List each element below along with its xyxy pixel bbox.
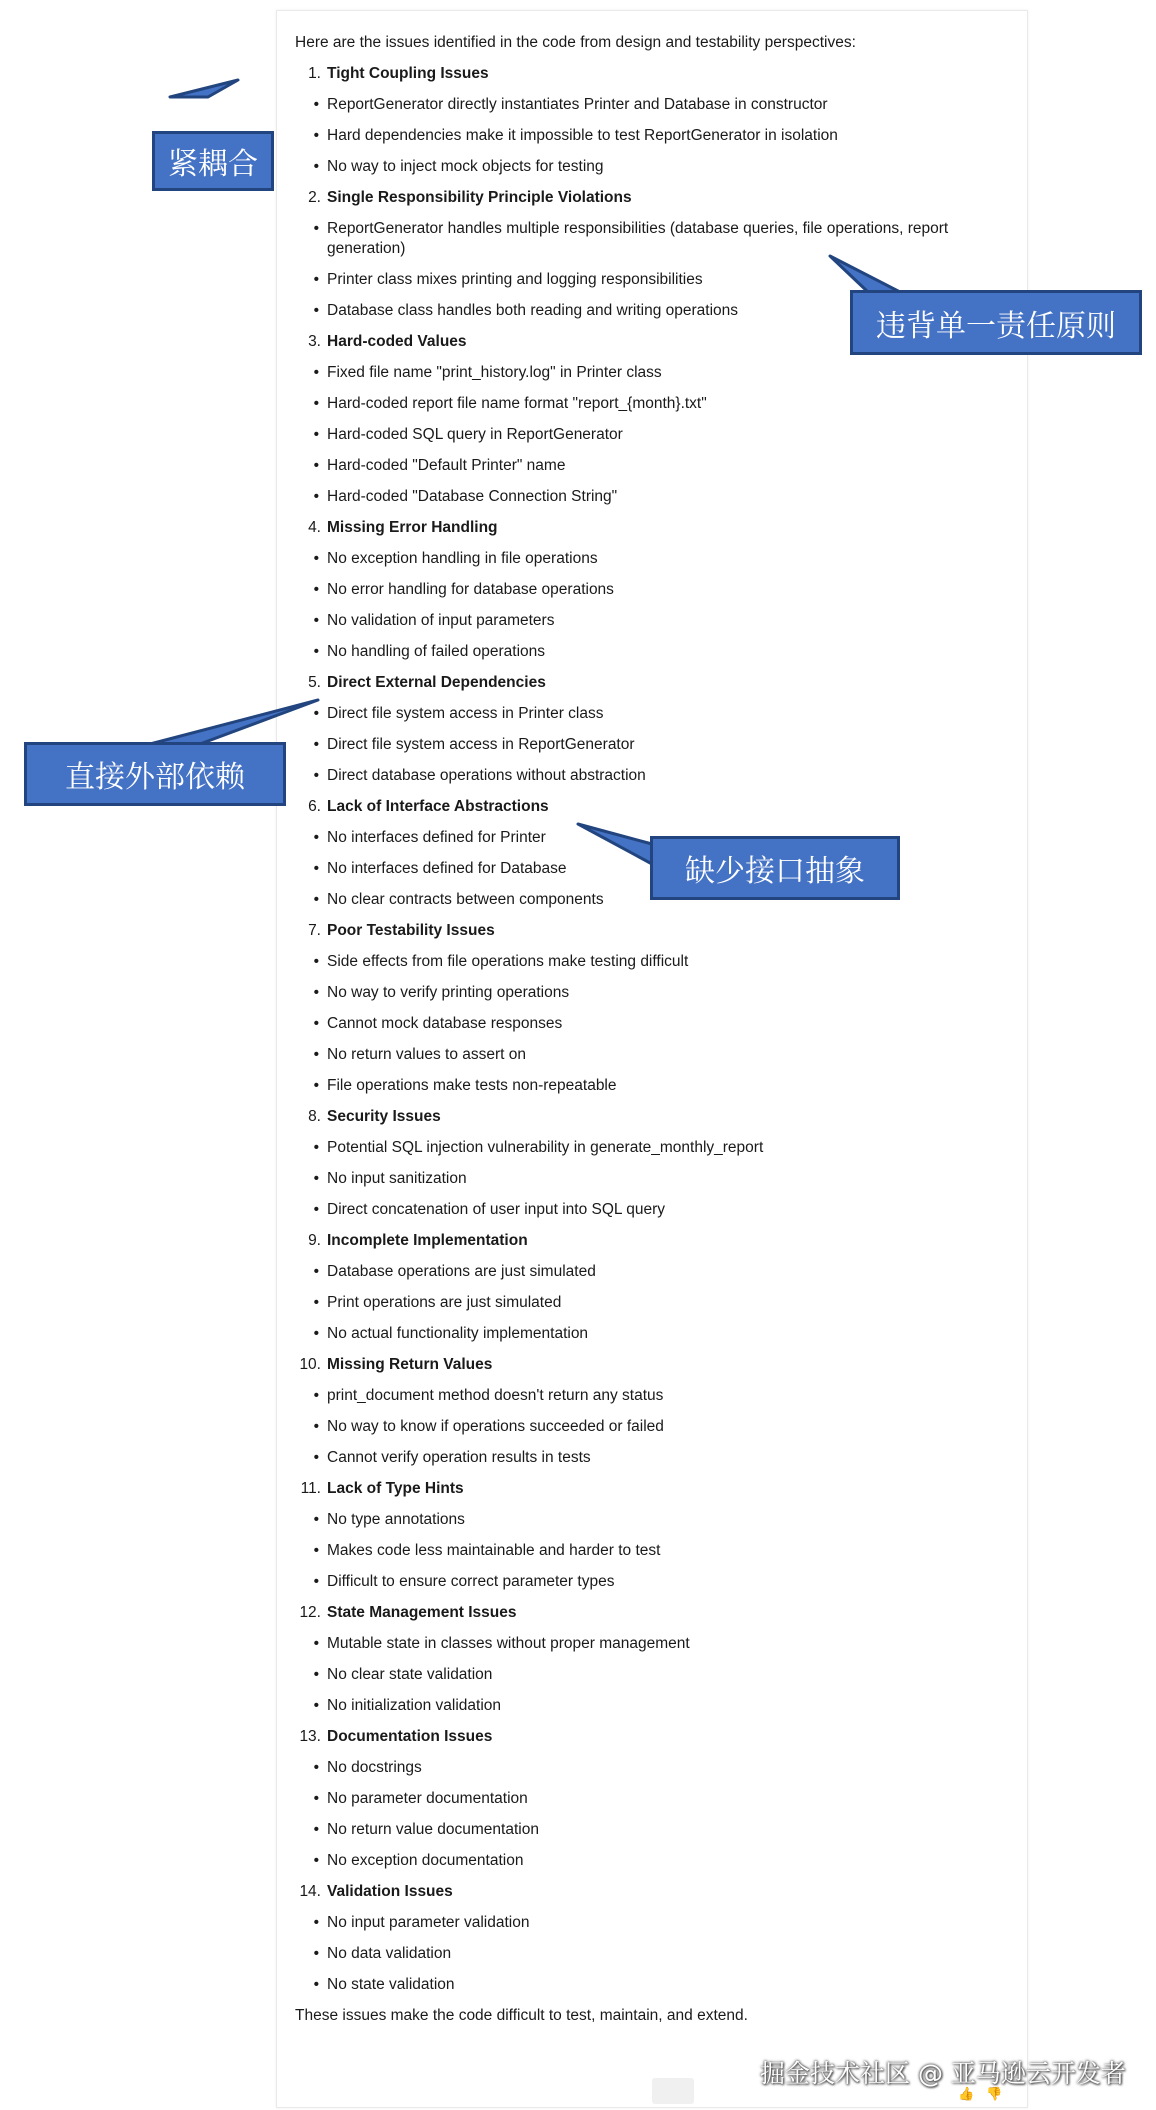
section-title: Lack of Interface Abstractions <box>327 798 549 815</box>
bullet-icon: • <box>313 395 319 412</box>
list-item <box>295 1262 995 1282</box>
list-item-text: No parameter documentation <box>327 1790 528 1807</box>
callout-label: 缺少接口抽象 <box>650 836 900 900</box>
section-heading <box>295 1727 995 1747</box>
bullet-icon: • <box>313 1263 319 1280</box>
bullet-icon: • <box>313 643 319 660</box>
section-title: Missing Error Handling <box>327 519 498 536</box>
bullet-icon: • <box>313 271 319 288</box>
section-title: Documentation Issues <box>327 1728 493 1745</box>
list-item <box>295 1138 995 1158</box>
list-item <box>295 1324 995 1344</box>
list-item-text: No way to verify printing operations <box>327 984 570 1001</box>
list-item <box>295 580 995 600</box>
list-item-text: No clear state validation <box>327 1666 493 1683</box>
section-number: 8. <box>308 1108 321 1125</box>
list-item-text: Print operations are just simulated <box>327 1294 562 1311</box>
bullet-icon: • <box>313 1821 319 1838</box>
bullet-list <box>295 1138 995 1220</box>
bullet-icon: • <box>313 426 319 443</box>
list-item <box>295 1975 995 1995</box>
bullet-list <box>295 1913 995 1995</box>
list-item-text: Fixed file name "print_history.log" in Printer class <box>327 364 662 381</box>
list-item-text: No error handling for database operations <box>327 581 614 598</box>
list-item <box>295 1851 995 1871</box>
list-item-text: Potential SQL injection vulnerability in generate_monthly_report <box>327 1139 764 1156</box>
list-item-text: File operations make tests non-repeatable <box>327 1077 617 1094</box>
section-title: Direct External Dependencies <box>327 674 546 691</box>
list-item-text: Printer class mixes printing and logging responsibilities <box>327 271 703 288</box>
list-item-text: ReportGenerator directly instantiates Printer and Database in constructor <box>327 96 828 113</box>
list-item <box>295 1045 995 1065</box>
bullet-icon: • <box>313 96 319 113</box>
list-item <box>295 1820 995 1840</box>
bullet-icon: • <box>313 1201 319 1218</box>
bullet-icon: • <box>313 1170 319 1187</box>
bullet-icon: • <box>313 1418 319 1435</box>
list-item-text: Database operations are just simulated <box>327 1263 596 1280</box>
list-item <box>295 642 995 662</box>
list-item-text: No interfaces defined for Database <box>327 860 567 877</box>
bullet-icon: • <box>313 953 319 970</box>
list-item <box>295 487 995 507</box>
section-heading <box>295 797 995 817</box>
callout-label: 直接外部依赖 <box>24 742 286 806</box>
section-number: 2. <box>308 189 321 206</box>
bullet-icon: • <box>313 127 319 144</box>
list-item <box>295 363 995 383</box>
bullet-list <box>295 704 995 786</box>
list-item-text: No exception handling in file operations <box>327 550 598 567</box>
section-heading <box>295 1603 995 1623</box>
list-item-text: Direct concatenation of user input into SQL query <box>327 1201 666 1218</box>
bullet-icon: • <box>313 1976 319 1993</box>
bullet-icon: • <box>313 488 319 505</box>
list-item <box>295 704 995 724</box>
section-heading <box>295 1107 995 1127</box>
bullet-icon: • <box>313 860 319 877</box>
section-heading <box>295 188 995 208</box>
callout-pointer <box>0 0 10 10</box>
list-item <box>295 425 995 445</box>
list-item <box>295 157 995 177</box>
list-item-text: No state validation <box>327 1976 455 1993</box>
section-heading <box>295 1882 995 1902</box>
section-number: 9. <box>308 1232 321 1249</box>
bullet-icon: • <box>313 1759 319 1776</box>
bullet-list <box>295 1634 995 1716</box>
list-item-text: print_document method doesn't return any status <box>327 1387 664 1404</box>
list-item-text: Makes code less maintainable and harder to test <box>327 1542 661 1559</box>
list-item-text: No validation of input parameters <box>327 612 555 629</box>
list-item-text: Hard dependencies make it impossible to test ReportGenerator in isolation <box>327 127 838 144</box>
section-number: 6. <box>308 798 321 815</box>
list-item <box>295 1169 995 1189</box>
list-item <box>295 1293 995 1313</box>
list-item <box>295 1913 995 1933</box>
section-number: 4. <box>308 519 321 536</box>
section-title: Validation Issues <box>327 1883 453 1900</box>
list-item-text: No way to know if operations succeeded or failed <box>327 1418 664 1435</box>
bullet-icon: • <box>313 1046 319 1063</box>
section-heading <box>295 64 995 84</box>
list-item <box>295 456 995 476</box>
bullet-list <box>295 95 995 177</box>
section-number: 5. <box>308 674 321 691</box>
list-item <box>295 549 995 569</box>
list-item-text: No type annotations <box>327 1511 465 1528</box>
list-item-text: Direct file system access in ReportGenerator <box>327 736 635 753</box>
list-item <box>295 1944 995 1964</box>
list-item <box>295 95 995 115</box>
bullet-list <box>295 952 995 1096</box>
list-item-text: No input sanitization <box>327 1170 467 1187</box>
bullet-icon: • <box>313 1511 319 1528</box>
bullet-icon: • <box>313 1635 319 1652</box>
section-number: 3. <box>308 333 321 350</box>
bullet-list <box>295 1510 995 1592</box>
list-item-text: Side effects from file operations make testing difficult <box>327 953 689 970</box>
list-item-text: No docstrings <box>327 1759 422 1776</box>
bullet-icon: • <box>313 1325 319 1342</box>
list-item-text: No actual functionality implementation <box>327 1325 589 1342</box>
bullet-icon: • <box>313 1666 319 1683</box>
list-item <box>295 1417 995 1437</box>
section-title: State Management Issues <box>327 1604 517 1621</box>
bullet-list <box>295 549 995 662</box>
thumbs-down-icon[interactable]: 👎 <box>986 2086 1003 2101</box>
list-item-text: No input parameter validation <box>327 1914 530 1931</box>
bullet-icon: • <box>313 1852 319 1869</box>
bullet-icon: • <box>313 829 319 846</box>
list-item-text: Difficult to ensure correct parameter types <box>327 1573 615 1590</box>
section-number: 12. <box>299 1604 321 1621</box>
bullet-list <box>295 1386 995 1468</box>
bullet-icon: • <box>313 1015 319 1032</box>
list-item-text: Direct file system access in Printer class <box>327 705 604 722</box>
list-item <box>295 766 995 786</box>
list-item-text: No return values to assert on <box>327 1046 527 1063</box>
list-item-text: Cannot mock database responses <box>327 1015 563 1032</box>
list-item <box>295 735 995 755</box>
bullet-icon: • <box>313 1945 319 1962</box>
bullet-icon: • <box>313 364 319 381</box>
section-title: Hard-coded Values <box>327 333 467 350</box>
list-item <box>295 1758 995 1778</box>
list-item-text: Direct database operations without abstraction <box>327 767 646 784</box>
bullet-icon: • <box>313 550 319 567</box>
section-heading <box>295 1355 995 1375</box>
section-heading <box>295 1231 995 1251</box>
section-title: Incomplete Implementation <box>327 1232 528 1249</box>
bullet-icon: • <box>313 1914 319 1931</box>
section-number: 13. <box>299 1728 321 1745</box>
list-item <box>295 1789 995 1809</box>
section-heading <box>295 1479 995 1499</box>
bullet-icon: • <box>313 1077 319 1094</box>
list-item-text: Database class handles both reading and writing operations <box>327 302 739 319</box>
bullet-icon: • <box>313 984 319 1001</box>
section-heading <box>295 518 995 538</box>
list-item <box>295 983 995 1003</box>
bullet-icon: • <box>313 581 319 598</box>
list-item <box>295 1541 995 1561</box>
list-item <box>295 1386 995 1406</box>
list-item <box>295 219 995 259</box>
list-item-text: No return value documentation <box>327 1821 539 1838</box>
list-item-text: Hard-coded SQL query in ReportGenerator <box>327 426 623 443</box>
list-item-text: Cannot verify operation results in tests <box>327 1449 591 1466</box>
callout-label: 紧耦合 <box>152 131 274 191</box>
list-item <box>295 1665 995 1685</box>
list-item <box>295 1448 995 1468</box>
list-item <box>295 126 995 146</box>
list-item-text: Hard-coded "Default Printer" name <box>327 457 566 474</box>
section-number: 7. <box>308 922 321 939</box>
bullet-icon: • <box>313 767 319 784</box>
list-item <box>295 394 995 414</box>
list-item-text: No data validation <box>327 1945 452 1962</box>
bullet-icon: • <box>313 736 319 753</box>
scroll-indicator <box>652 2078 694 2104</box>
bullet-icon: • <box>313 1542 319 1559</box>
list-item-text: No initialization validation <box>327 1697 502 1714</box>
section-heading <box>295 673 995 693</box>
list-item <box>295 1696 995 1716</box>
bullet-icon: • <box>313 1790 319 1807</box>
section-title: Tight Coupling Issues <box>327 65 489 82</box>
list-item <box>295 1510 995 1530</box>
bullet-list <box>295 1262 995 1344</box>
bullet-icon: • <box>313 1387 319 1404</box>
list-item <box>295 1572 995 1592</box>
bullet-icon: • <box>313 1449 319 1466</box>
bullet-icon: • <box>313 220 319 237</box>
list-item-text: No way to inject mock objects for testing <box>327 158 604 175</box>
section-title: Lack of Type Hints <box>327 1480 464 1497</box>
list-item <box>295 611 995 631</box>
intro-text: Here are the issues identified in the code from design and testability perspectives: <box>295 34 856 51</box>
bullet-icon: • <box>313 1697 319 1714</box>
section-number: 11. <box>300 1480 321 1497</box>
list-item-text: No exception documentation <box>327 1852 524 1869</box>
bullet-icon: • <box>313 1139 319 1156</box>
list-item-text: No interfaces defined for Printer <box>327 829 546 846</box>
section-title: Poor Testability Issues <box>327 922 495 939</box>
bullet-list <box>295 1758 995 1871</box>
bullet-icon: • <box>313 1294 319 1311</box>
callout-label: 违背单一责任原则 <box>850 290 1142 355</box>
watermark: 掘金技术社区 @ 亚马逊云开发者 <box>760 2059 1126 2088</box>
section-number: 1. <box>308 65 321 82</box>
bullet-icon: • <box>313 891 319 908</box>
section-number: 14. <box>299 1883 321 1900</box>
section-title: Security Issues <box>327 1108 441 1125</box>
section-title: Missing Return Values <box>327 1356 493 1373</box>
bullet-icon: • <box>313 1573 319 1590</box>
bullet-icon: • <box>313 457 319 474</box>
bullet-icon: • <box>313 302 319 319</box>
thumbs-up-icon[interactable]: 👍 <box>958 2086 975 2101</box>
bullet-icon: • <box>313 705 319 722</box>
list-item-text: No clear contracts between components <box>327 891 604 908</box>
bullet-icon: • <box>313 612 319 629</box>
bullet-list <box>295 363 995 507</box>
section-heading <box>295 921 995 941</box>
list-item <box>295 1634 995 1654</box>
list-item <box>295 1014 995 1034</box>
list-item-text: Mutable state in classes without proper management <box>327 1635 690 1652</box>
section-title: Single Responsibility Principle Violations <box>327 189 632 206</box>
list-item-text: Hard-coded report file name format "report_{month}.txt" <box>327 395 707 412</box>
list-item-text: Hard-coded "Database Connection String" <box>327 488 618 505</box>
list-item <box>295 1076 995 1096</box>
list-item <box>295 1200 995 1220</box>
list-item <box>295 952 995 972</box>
list-item-text: ReportGenerator handles multiple responsibilities (database queries, file operations, report generation) <box>327 220 949 257</box>
bullet-icon: • <box>313 158 319 175</box>
section-number: 10. <box>299 1356 321 1373</box>
list-item-text: No handling of failed operations <box>327 643 546 660</box>
outro-text: These issues make the code difficult to test, maintain, and extend. <box>295 2007 748 2024</box>
